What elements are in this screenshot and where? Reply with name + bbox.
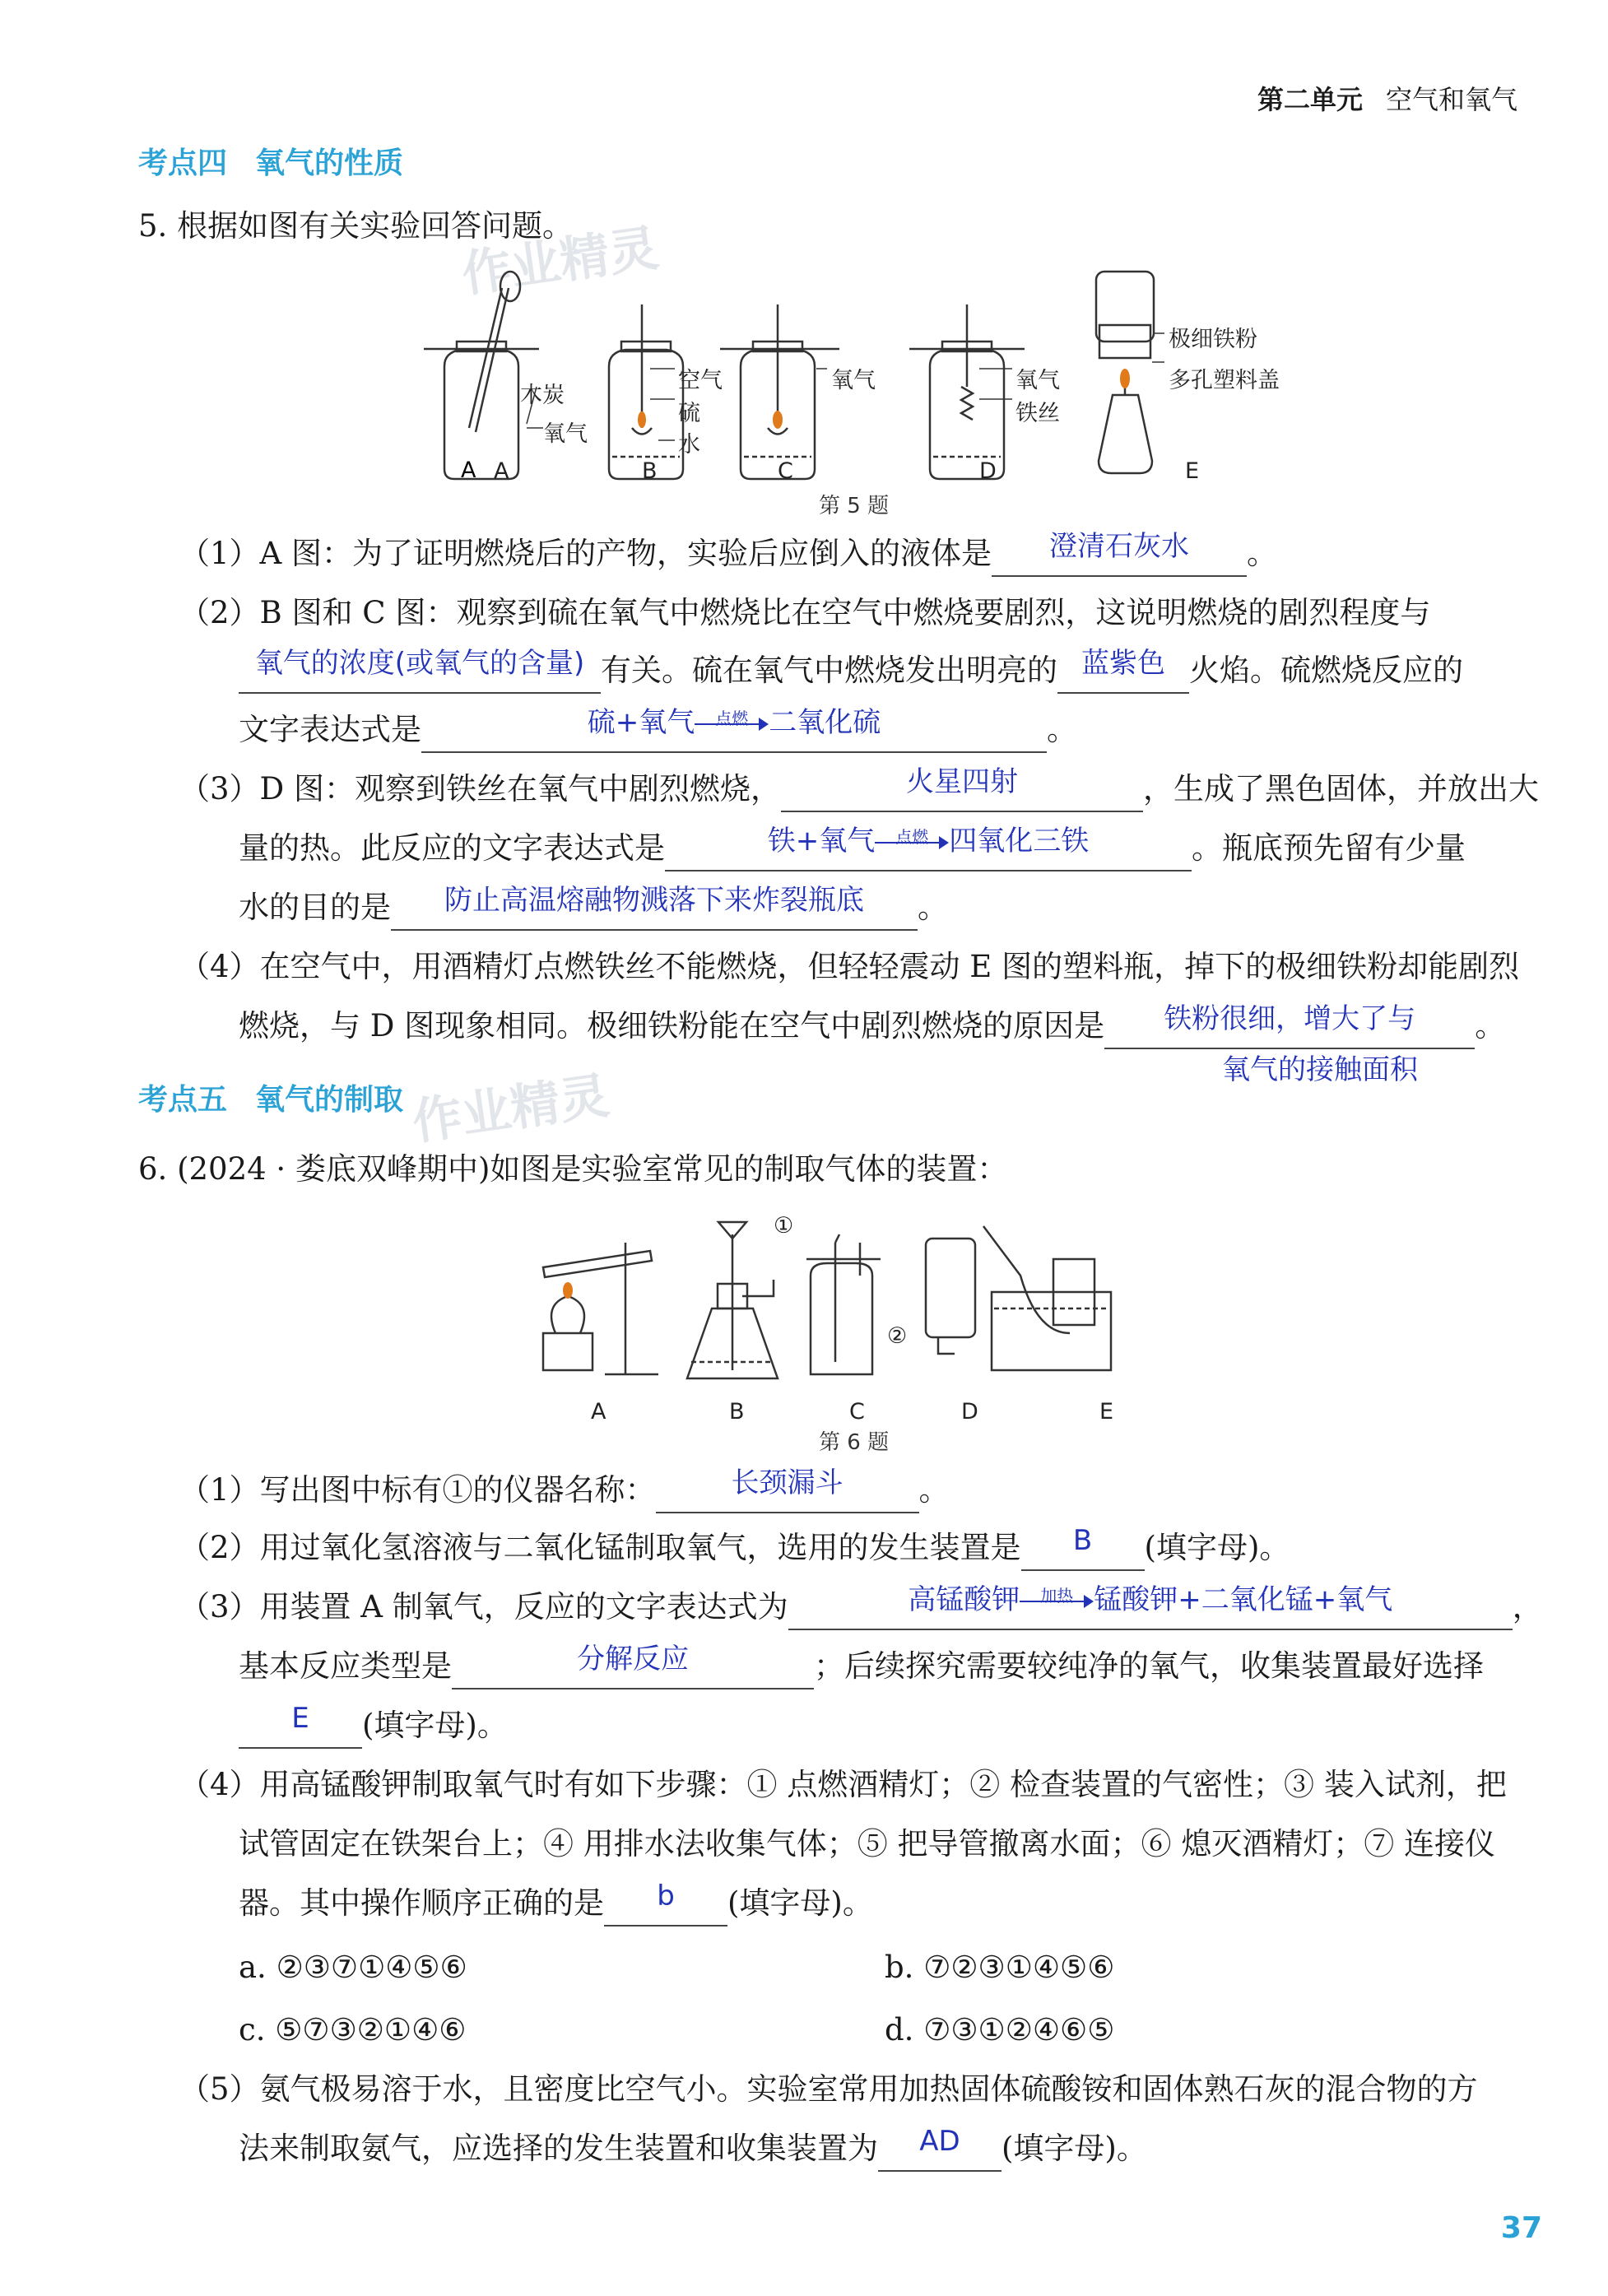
q5-part1: （1）A 图：为了证明燃烧后的产物，实验后应倒入的液体是 澄清石灰水 。 (179, 533, 1277, 577)
figure-6 (527, 1210, 1185, 1399)
fig5-label-air: 空气 (678, 368, 723, 393)
fig6-marker-1: ① (774, 1213, 794, 1239)
q6-answer-2: B (1072, 1524, 1093, 1557)
q6-part3-line1: （3）用装置 A 制氧气，反应的文字表达式为 高锰酸钾 加热 锰酸钾+二氧化锰+氧气 ， (179, 1587, 1543, 1630)
fig6-caption: 第 6 题 (819, 1430, 890, 1455)
fig5-label-cap: 多孔塑料盖 (1169, 368, 1280, 393)
q5-answer-4b: 氧气的接触面积 (1222, 1053, 1418, 1086)
fig5-caption: 第 5 题 (819, 494, 890, 518)
fig5-letter-c: C (778, 458, 793, 484)
fig6-letter-b: B (729, 1399, 745, 1425)
q5-part3-line3: 水的目的是 防止高温熔融物溅落下来炸裂瓶底 。 (239, 887, 948, 931)
fig5-letter-e: E (1185, 458, 1200, 484)
q6-part4-line2: 试管固定在铁架台上；④ 用排水法收集气体；⑤ 把导管撤离水面；⑥ 熄灭酒精灯；⑦ 连接仪 (239, 1826, 1496, 1861)
q5-stem: 5. 根据如图有关实验回答问题。 (138, 208, 574, 244)
fig5-label-oxygen-c: 氧气 (831, 368, 876, 393)
fig5-label-charcoal: 木炭 (520, 383, 565, 408)
q5-answer-2a: 氧气的浓度(或氧气的含量) (254, 647, 585, 680)
section-heading-4: 考点四 氧气的性质 (138, 146, 404, 180)
fig6-letter-e: E (1099, 1399, 1114, 1425)
q5-answer-4a: 铁粉很细，增大了与 (1164, 1002, 1416, 1035)
q6-answer-3a: 高锰酸钾 加热 锰酸钾+二氧化锰+氧气 (908, 1583, 1393, 1616)
q6-part4-line1: （4）用高锰酸钾制取氧气时有如下步骤：① 点燃酒精灯；② 检查装置的气密性；③ 装入试剂，把 (179, 1767, 1507, 1802)
q6-stem: 6. (2024 · 娄底双峰期中)如图是实验室常见的制取气体的装置： (138, 1151, 1008, 1187)
fig6-letter-d: D (961, 1399, 978, 1425)
q6-option-c: c. ⑤⑦③②①④⑥ (239, 2012, 467, 2047)
q6-part4-line3: 器。其中操作顺序正确的是 b (填字母)。 (239, 1883, 873, 1927)
q6-part3-line2: 基本反应类型是 分解反应 ；后续探究需要较纯净的氧气，收集装置最好选择 (239, 1646, 1484, 1689)
q5-answer-2b: 蓝紫色 (1081, 647, 1165, 680)
fig6-letter-a: A (591, 1399, 606, 1425)
q5-part3-line1: （3）D 图：观察到铁丝在氧气中剧烈燃烧， 火星四射 ，生成了黑色固体，并放出大 (179, 769, 1539, 812)
fig5-letter-d: D (979, 458, 997, 484)
fig6-marker-2: ② (887, 1323, 908, 1349)
fig5-label-iron-powder: 极细铁粉 (1169, 327, 1257, 352)
q6-part2: （2）用过氧化氢溶液与二氧化锰制取氧气，选用的发生装置是 B (填字母)。 (179, 1527, 1290, 1571)
watermark-2: 作业精灵 (408, 1067, 613, 1152)
fig5-label-a: A (461, 458, 476, 483)
q5-part2-line3: 文字表达式是 硫+氧气 点燃 二氧化硫 。 (239, 709, 1077, 753)
page-number: 37 (1500, 2211, 1542, 2245)
q5-part4-line1: （4）在空气中，用酒精灯点燃铁丝不能燃烧，但轻轻震动 E 图的塑料瓶，掉下的极细铁粉却能剧烈 (179, 949, 1520, 984)
q5-answer-3c: 防止高温熔融物溅落下来炸裂瓶底 (444, 884, 864, 917)
section-heading-5: 考点五 氧气的制取 (138, 1083, 404, 1117)
q6-part5-line1: （5）氨气极易溶于水，且密度比空气小。实验室常用加热固体硫酸铵和固体熟石灰的混合物的方 (179, 2071, 1478, 2107)
q6-answer-4: b (657, 1880, 675, 1913)
q6-answer-3c: E (291, 1702, 309, 1735)
q5-part2-line2: 氧气的浓度(或氧气的含量) 有关。硫在氧气中燃烧发出明亮的 蓝紫色 火焰。硫燃烧反应的 (239, 650, 1463, 694)
q5-answer-3a: 火星四射 (905, 765, 1018, 798)
q5-answer-3b: 铁+氧气 点燃 四氧化三铁 (767, 825, 1090, 858)
q6-answer-5: AD (919, 2125, 960, 2158)
q6-option-b: b. ⑦②③①④⑤⑥ (885, 1950, 1115, 1985)
q5-part4-line2: 燃烧，与 D 图现象相同。极细铁粉能在空气中剧烈燃烧的原因是 铁粉很细，增大了与 。 (239, 1006, 1505, 1049)
fig6-letter-c: C (849, 1399, 865, 1425)
fig5-label-oxygen-a: 氧气 (543, 421, 588, 447)
fig5-label-water: 水 (678, 432, 700, 458)
fig5-label-sulfur: 硫 (678, 401, 700, 426)
q6-part1: （1）写出图中标有①的仪器名称： 长颈漏斗 。 (179, 1470, 950, 1513)
watermark: 作业精灵 (458, 219, 662, 304)
fig5-label-oxygen-d: 氧气 (1015, 368, 1060, 393)
q6-answer-1: 长颈漏斗 (731, 1466, 844, 1499)
fig5-letter-a: A (494, 458, 509, 484)
q6-part5-line2: 法来制取氨气，应选择的发生装置和收集装置为 AD (填字母)。 (239, 2128, 1147, 2172)
q6-answer-3b: 分解反应 (577, 1643, 689, 1676)
q6-option-a: a. ②③⑦①④⑤⑥ (239, 1950, 467, 1985)
q6-option-d: d. ⑦③①②④⑥⑤ (885, 2012, 1115, 2047)
running-header (1257, 79, 1517, 117)
q5-part2-line1: （2）B 图和 C 图：观察到硫在氧气中燃烧比在空气中燃烧要剧烈，这说明燃烧的剧烈程度与 (179, 595, 1431, 630)
unit-label: 第二单元 (1257, 84, 1363, 115)
q5-answer-2c: 硫+氧气 点燃 二氧化硫 (587, 706, 881, 739)
q5-part3-line2: 量的热。此反应的文字表达式是 铁+氧气 点燃 四氧化三铁 。瓶底预先留有少量 (239, 828, 1466, 871)
unit-topic: 空气和氧气 (1385, 84, 1517, 115)
q5-answer-1: 澄清石灰水 (1049, 530, 1190, 563)
q6-part3-line3: E (填字母)。 (239, 1705, 508, 1749)
fig5-letter-b: B (642, 458, 658, 484)
fig5-label-iron-wire: 铁丝 (1015, 401, 1060, 426)
